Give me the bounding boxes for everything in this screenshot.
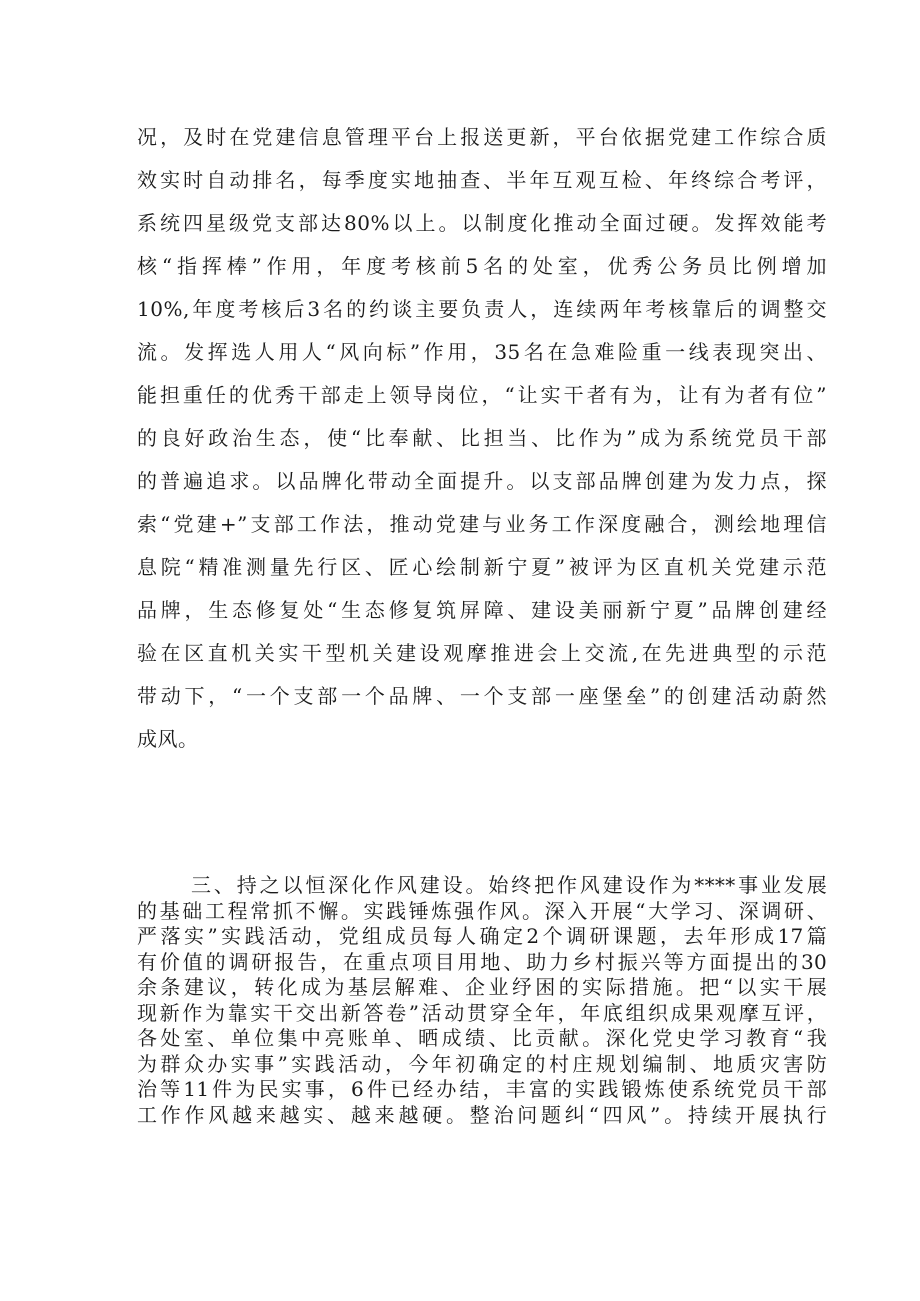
text-line: 的普遍追求。以品牌化带动全面提升。以支部品牌创建为发力点，探 xyxy=(137,469,827,493)
text-line: 息院“精准测量先行区、匠心绘制新宁夏”被评为区直机关党建示范 xyxy=(137,555,827,579)
text-line: 治等11件为民实事，6件已经办结，丰富的实践锻炼使系统党员干部 xyxy=(137,1077,827,1101)
text-line: 况，及时在党建信息管理平台上报送更新，平台依据党建工作综合质 xyxy=(137,125,827,149)
text-line: 带动下，“一个支部一个品牌、一个支部一座堡垒”的创建活动蔚然 xyxy=(137,684,827,708)
text-line: 严落实”实践活动，党组成员每人确定2个调研课题，去年形成17篇 xyxy=(137,924,827,948)
text-line: 验在区直机关实干型机关建设观摩推进会上交流,在先进典型的示范 xyxy=(137,641,827,665)
text-line: 系统四星级党支部达80%以上。以制度化推动全面过硬。发挥效能考 xyxy=(137,211,827,235)
paragraph-party-building xyxy=(137,116,827,761)
text-line: 成风。 xyxy=(137,727,199,751)
text-line: 效实时自动排名，每季度实地抽查、半年互观互检、年终综合考评， xyxy=(137,168,827,192)
text-line: 有价值的调研报告，在重点项目用地、助力乡村振兴等方面提出的30 xyxy=(137,949,827,974)
text-line: 为群众办实事”实践活动，今年初确定的村庄规划编制、地质灾害防 xyxy=(137,1051,827,1076)
text-line: 各处室、单位集中亮账单、晒成绩、比贡献。深化党史学习教育“我 xyxy=(137,1026,827,1050)
text-line: 的良好政治生态，使“比奉献、比担当、比作为”成为系统党员干部 xyxy=(137,426,827,450)
text-line: 的基础工程常抓不懈。实践锤炼强作风。深入开展“大学习、深调研、 xyxy=(137,898,827,923)
paragraph-work-style xyxy=(137,873,827,1128)
text-line: 核“指挥棒”作用，年度考核前5名的处室，优秀公务员比例增加 xyxy=(137,254,827,278)
text-line: 现新作为靠实干交出新答卷”活动贯穿全年，年底组织成果观摩互评， xyxy=(137,1000,827,1025)
text-line: 流。发挥选人用人“风向标”作用，35名在急难险重一线表现突出、 xyxy=(137,340,827,364)
text-line: 10%,年度考核后3名的约谈主要负责人，连续两年考核靠后的调整交 xyxy=(137,297,827,321)
section-heading-line: 三、持之以恒深化作风建设。始终把作风建设作为****事业发展 xyxy=(191,873,827,897)
text-line: 能担重任的优秀干部走上领导岗位，“让实干者有为，让有为者有位” xyxy=(137,383,827,407)
text-line: 工作作风越来越实、越来越硬。整治问题纠“四风”。持续开展执行 xyxy=(137,1102,827,1127)
text-line: 余条建议，转化成为基层解难、企业纾困的实际措施。把“以实干展 xyxy=(137,975,827,999)
text-line: 索“党建+”支部工作法，推动党建与业务工作深度融合，测绘地理信 xyxy=(137,512,827,536)
text-line: 品牌，生态修复处“生态修复筑屏障、建设美丽新宁夏”品牌创建经 xyxy=(137,598,827,622)
